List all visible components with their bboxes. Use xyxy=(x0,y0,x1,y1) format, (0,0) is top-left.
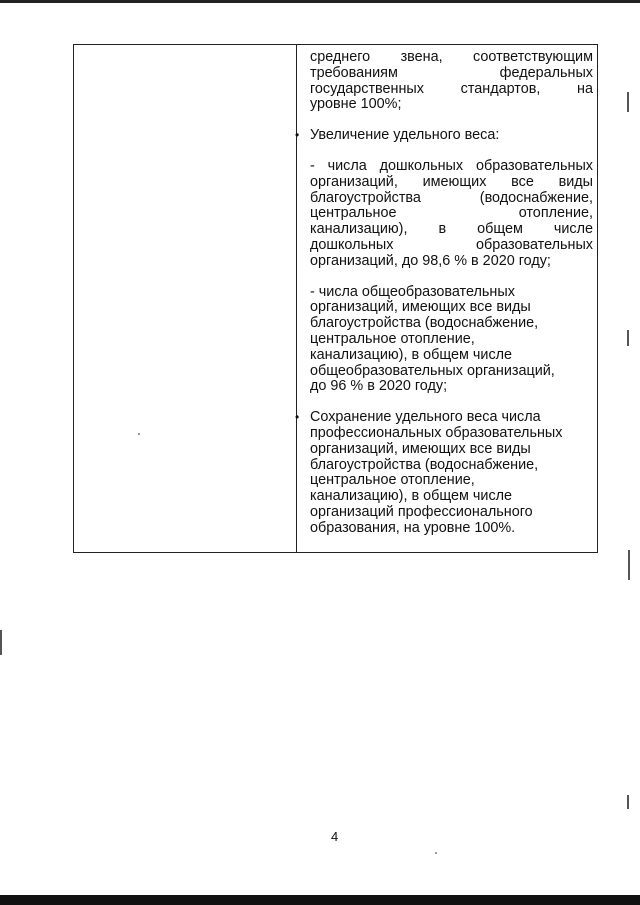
scan-top-edge xyxy=(0,0,640,3)
text-line: организаций, имеющих все виды xyxy=(310,299,531,316)
bullet-marker: • xyxy=(295,410,300,425)
text-line: канализацию), в общем числе xyxy=(310,346,513,363)
list-item xyxy=(295,409,593,536)
text-line: канализацию), в общем числе xyxy=(310,488,513,505)
text-line: профессиональных образовательных xyxy=(310,424,563,441)
text-line: общеобразовательных организаций, xyxy=(310,362,555,379)
text-line: благоустройства (водоснабжение, xyxy=(310,315,539,332)
list-item xyxy=(295,127,593,144)
text-line: Сохранение удельного веса числа xyxy=(310,409,541,426)
text-line: организаций, до 98,6 % в 2020 году; xyxy=(310,252,551,269)
text-line: до 96 % в 2020 году; xyxy=(310,378,448,395)
text-line: центральное отопление, xyxy=(310,205,593,222)
scan-mark xyxy=(628,550,630,580)
text-line: организаций профессионального xyxy=(310,503,533,520)
text-line: - числа дошкольных образовательных xyxy=(310,157,593,174)
scan-mark xyxy=(0,630,2,655)
text-line: уровне 100%; xyxy=(310,96,402,113)
text-line: среднего звена, соответствующим xyxy=(310,49,593,65)
text-line: центральное отопление, xyxy=(310,472,475,489)
text-line: - числа общеобразовательных xyxy=(310,283,515,300)
text-line: организаций, имеющих все виды xyxy=(310,440,531,457)
bullet-marker: • xyxy=(295,128,300,143)
text-line: дошкольных образовательных xyxy=(310,236,593,253)
text-line: государственных стандартов, на xyxy=(310,80,593,97)
text-line: требованиям федеральных xyxy=(310,64,593,81)
scan-mark xyxy=(627,92,629,112)
text-line: образования, на уровне 100%. xyxy=(310,519,516,536)
scan-bottom-edge xyxy=(0,895,640,905)
text-line: благоустройства (водоснабжение, xyxy=(310,189,593,206)
scan-speck xyxy=(435,852,437,854)
text-line: центральное отопление, xyxy=(310,330,475,347)
text-line: организаций, имеющих все виды xyxy=(310,173,593,190)
scan-mark xyxy=(627,795,629,809)
text-line: благоустройства (водоснабжение, xyxy=(310,456,539,473)
list-item-heading: Увеличение удельного веса: xyxy=(310,127,500,144)
table-column-divider xyxy=(295,45,300,552)
document-table xyxy=(73,44,598,553)
text-line: канализацию), в общем числе xyxy=(310,221,593,238)
page-number: 4 xyxy=(331,829,339,844)
scan-mark xyxy=(627,330,629,346)
table-cell-content xyxy=(295,49,593,537)
